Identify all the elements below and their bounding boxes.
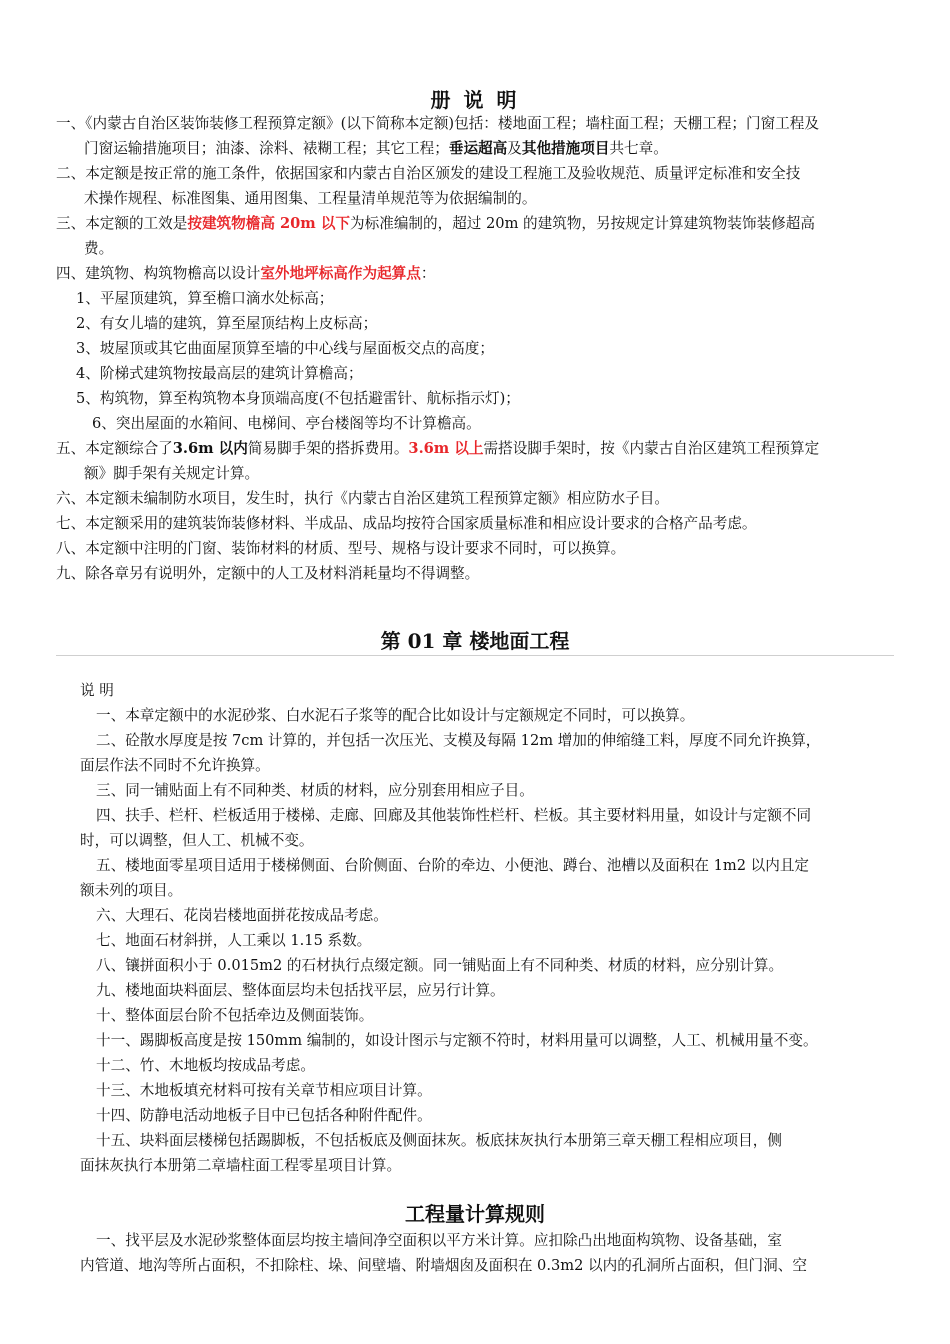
chapter-line: 时，可以调整，但人工、机械不变。 bbox=[80, 832, 314, 849]
item-6: 六、本定额未编制防水项目，发生时，执行《内蒙古自治区建筑工程预算定额》相应防水子目。 bbox=[56, 490, 669, 507]
item-1-line-1: 一、《内蒙古自治区装饰装修工程预算定额》(以下简称本定额)包括：楼地面工程；墙柱面工程；天棚工程；门窗工程及 bbox=[56, 115, 819, 132]
chapter-line: 面抹灰执行本册第二章墙柱面工程零星项目计算。 bbox=[80, 1157, 402, 1174]
item-1 bbox=[56, 111, 896, 161]
volume-notes-title: 册 说 明 bbox=[430, 88, 520, 112]
item-2-line-2: 术操作规程、标准图集、通用图集、工程量清单规范等为依据编制的。 bbox=[84, 190, 537, 207]
chapter-line: 十四、防静电活动地板子目中已包括各种附件配件。 bbox=[96, 1107, 432, 1124]
chapter-line: 十一、踢脚板高度是按 150mm 编制的，如设计图示与定额不符时，材料用量可以调整，人工、机械用量不变。 bbox=[96, 1032, 818, 1049]
chapter-line: 十二、竹、木地板均按成品考虑。 bbox=[96, 1057, 315, 1074]
item-1-line-2: 门窗运输措施项目；油漆、涂料、裱糊工程；其它工程；垂运超高及其他措施项目共七章。 bbox=[84, 140, 668, 157]
chapter-line: 十三、木地板填充材料可按有关章节相应项目计算。 bbox=[96, 1082, 432, 1099]
highlight-3-6m-within: 3.6m 以内 bbox=[172, 440, 248, 457]
chapter-line: 额未列的项目。 bbox=[80, 882, 183, 899]
chapter-line: 一、本章定额中的水泥砂浆、白水泥石子浆等的配合比如设计与定额规定不同时，可以换算。 bbox=[96, 707, 695, 724]
item-9: 九、除各章另有说明外，定额中的人工及材料消耗量均不得调整。 bbox=[56, 565, 480, 582]
item-7: 七、本定额采用的建筑装饰装修材料、半成品、成品均按符合国家质量标准和相应设计要求的合格产品考虑。 bbox=[56, 515, 757, 532]
highlight-vertical-transport: 垂运超高 bbox=[448, 140, 508, 157]
rules-line: 内管道、地沟等所占面积，不扣除柱、垛、间壁墙、附墙烟囱及面积在 0.3m2 以内的孔洞所占面积，但门洞、空 bbox=[80, 1257, 807, 1274]
item-4-sub-3: 3、坡屋顶或其它曲面屋顶算至墙的中心线与屋面板交点的高度； bbox=[76, 340, 494, 357]
highlight-other-measures: 其他措施项目 bbox=[521, 140, 610, 157]
chapter-line: 六、大理石、花岗岩楼地面拼花按成品考虑。 bbox=[96, 907, 388, 924]
chapter-line: 九、楼地面块料面层、整体面层均未包括找平层，应另行计算。 bbox=[96, 982, 505, 999]
chapter-line: 二、砼散水厚度是按 7cm 计算的，并包括一次压光、支模及每隔 12m 增加的伸缩缝工料，厚度不同允许换算， bbox=[96, 732, 821, 749]
chapter-notes-heading: 说 明 bbox=[80, 682, 114, 699]
item-4-sub-4: 4、阶梯式建筑物按最高层的建筑计算檐高； bbox=[76, 365, 363, 382]
item-5: 五、本定额综合了3.6m 以内简易脚手架的搭拆费用。3.6m 以上需搭设脚手架时，按《内蒙古自治区建筑工程预算定 额》脚手架有关规定计算。 bbox=[56, 436, 896, 486]
item-4: 四、建筑物、构筑物檐高以设计室外地坪标高作为起算点： bbox=[56, 265, 436, 282]
chapter-line: 七、地面石材斜拼，人工乘以 1.15 系数。 bbox=[96, 932, 372, 949]
chapter-line: 五、楼地面零星项目适用于楼梯侧面、台阶侧面、台阶的牵边、小便池、蹲台、池槽以及面积在 1m2 以内且定 bbox=[96, 857, 810, 874]
highlight-3-6m-above: 3.6m 以上 bbox=[408, 440, 484, 457]
item-4-sub-6: 6、突出屋面的水箱间、电梯间、亭台楼阁等均不计算檐高。 bbox=[92, 415, 481, 432]
item-5-line-2: 额》脚手架有关规定计算。 bbox=[84, 465, 260, 482]
item-2 bbox=[56, 161, 896, 211]
rules-title: 工程量计算规则 bbox=[405, 1202, 545, 1226]
item-4-sub-5: 5、构筑物，算至构筑物本身顶端高度(不包括避雷针、航标指示灯)； bbox=[76, 390, 520, 407]
chapter-line: 四、扶手、栏杆、栏板适用于楼梯、走廊、回廊及其他装饰性栏杆、栏板。其主要材料用量，如设计与定额不同 bbox=[96, 807, 812, 824]
rules-line: 一、找平层及水泥砂浆整体面层均按主墙间净空面积以平方米计算。应扣除凸出地面构筑物、设备基础，室 bbox=[96, 1232, 782, 1249]
chapter-line: 面层作法不同时不允许换算。 bbox=[80, 757, 270, 774]
chapter-divider bbox=[56, 655, 894, 656]
item-8: 八、本定额中注明的门窗、装饰材料的材质、型号、规格与设计要求不同时，可以换算。 bbox=[56, 540, 626, 557]
chapter-title: 第 01 章 楼地面工程 bbox=[380, 629, 570, 653]
highlight-outdoor-ground: 室外地坪标高作为起算点 bbox=[260, 265, 421, 282]
chapter-line: 三、同一铺贴面上有不同种类、材质的材料，应分别套用相应子目。 bbox=[96, 782, 534, 799]
chapter-line: 八、镶拼面积小于 0.015m2 的石材执行点缀定额。同一铺贴面上有不同种类、材质的材料，应分别计算。 bbox=[96, 957, 784, 974]
item-2-line-1: 二、本定额是按正常的施工条件，依据国家和内蒙古自治区颁发的建设工程施工及验收规范、质量评定标准和安全技 bbox=[56, 165, 801, 182]
item-4-sub-1: 1、平屋顶建筑，算至檐口滴水处标高； bbox=[76, 290, 334, 307]
item-3: 三、本定额的工效是按建筑物檐高 20m 以下为标准编制的，超过 20m 的建筑物，另按规定计算建筑物装饰装修超高 费。 bbox=[56, 211, 896, 261]
chapter-line: 十五、块料面层楼梯包括踢脚板，不包括板底及侧面抹灰。板底抹灰执行本册第三章天棚工程相应项目，侧 bbox=[96, 1132, 782, 1149]
chapter-line: 十、整体面层台阶不包括牵边及侧面装饰。 bbox=[96, 1007, 374, 1024]
item-4-sub-2: 2、有女儿墙的建筑，算至屋顶结构上皮标高； bbox=[76, 315, 378, 332]
item-3-line-2: 费。 bbox=[84, 240, 114, 257]
highlight-height-20m: 按建筑物檐高 20m 以下 bbox=[187, 215, 351, 232]
